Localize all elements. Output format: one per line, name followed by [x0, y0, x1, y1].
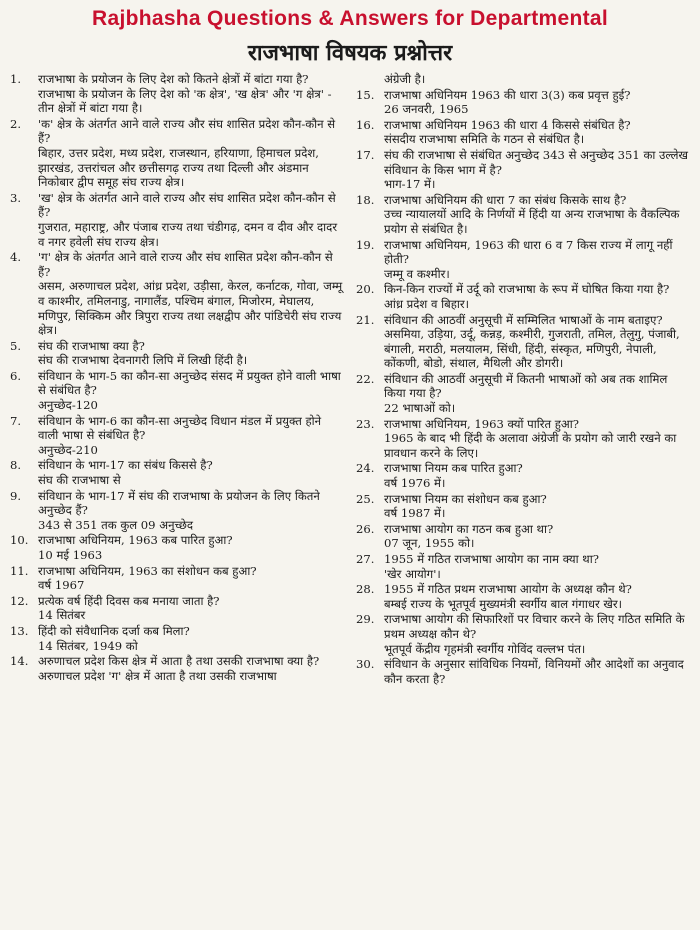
qa-item: [356, 193, 690, 237]
question-number: 13.: [10, 623, 29, 638]
answer-text: 22 भाषाओं को।: [384, 401, 456, 416]
qa-item: [10, 414, 344, 458]
answer-text: संघ की राजभाषा से: [38, 473, 121, 488]
question-text: राजभाषा अधिनियम, 1963 क्यों पारित हुआ?: [384, 416, 579, 431]
question-text: राजभाषा आयोग की सिफारिशों पर विचार करने के लिए गठित समिति के प्रथम अध्यक्ष कौन थे?: [384, 612, 685, 641]
qa-item: [356, 461, 690, 490]
question-number: 4.: [10, 250, 22, 265]
question-number: 28.: [356, 582, 375, 597]
qa-item: [10, 369, 344, 413]
right-column: [356, 72, 690, 687]
question-text: संविधान के भाग-17 में संघ की राजभाषा के प्रयोजन के लिए कितने अनुच्छेद हैं?: [38, 488, 320, 518]
answer-text: बिहार, उत्तर प्रदेश, मध्य प्रदेश, राजस्थान, हरियाणा, हिमाचल प्रदेश, झारखंड, उत्तरांचल और छत्तीसगढ़ राज्य तथा दिल्ली और अंडमान निकोबार द्वीप समूह संघ राज्य क्षेत्र।: [38, 145, 319, 190]
answer-text: अनुच्छेद-210: [38, 442, 98, 457]
answer-text: 26 जनवरी, 1965: [384, 102, 469, 117]
qa-item: [10, 117, 344, 190]
qa-item: [10, 594, 344, 623]
question-text: 1955 में गठित राजभाषा आयोग का नाम क्या था?: [384, 552, 599, 566]
qa-body: [384, 372, 690, 416]
qa-item: [356, 612, 690, 656]
qa-body: [38, 414, 344, 458]
question-number: 22.: [356, 371, 375, 386]
continued-answer: अंग्रेजी है।: [384, 72, 426, 86]
qa-item: [356, 238, 690, 282]
question-number: 12.: [10, 593, 29, 608]
question-number: 26.: [356, 521, 375, 536]
question-text: राजभाषा अधिनियम, 1963 की धारा 6 व 7 किस राज्य में लागू नहीं होती?: [384, 237, 673, 267]
qa-item: [10, 72, 344, 116]
qa-item: [10, 250, 344, 338]
question-text: संघ की राजभाषा से संबंधित अनुच्छेद 343 से अनुच्छेद 351 का उल्लेख संविधान के किस भाग में है?: [384, 147, 688, 177]
question-number: 14.: [10, 654, 29, 669]
question-text: अरुणाचल प्रदेश किस क्षेत्र में आता है तथा उसकी राजभाषा क्या है?: [38, 654, 320, 669]
question-number: 9.: [10, 488, 22, 503]
question-number: 23.: [356, 416, 375, 431]
question-text: संविधान के भाग-6 का कौन-सा अनुच्छेद विधान मंडल में प्रयुक्त होने वाली भाषा से संबंधित है?: [38, 413, 322, 443]
question-text: राजभाषा अधिनियम, 1963 का संशोधन कब हुआ?: [38, 563, 257, 578]
qa-item: [10, 339, 344, 368]
answer-text: भूतपूर्व केंद्रीय गृहमंत्री स्वर्गीय गोविंद वल्लभ पंत।: [384, 641, 586, 656]
qa-body: [384, 612, 690, 656]
qa-body: [384, 238, 690, 282]
question-number: 8.: [10, 458, 22, 473]
answer-text: राजभाषा के प्रयोजन के लिए देश को 'क क्षेत्र', 'ख क्षेत्र' और 'ग क्षेत्र' - तीन क्षेत्रों में बांटा गया है।: [38, 86, 332, 116]
question-text: 1955 में गठित प्रथम राजभाषा आयोग के अध्यक्ष कौन थे?: [384, 582, 632, 597]
question-text: राजभाषा अधिनियम की धारा 7 का संबंध किसके साथ है?: [384, 192, 627, 207]
qa-item: [10, 191, 344, 249]
answer-text: 14 सितंबर, 1949 को: [38, 638, 138, 653]
qa-body: [38, 654, 344, 683]
answer-text: जम्मू व कश्मीर।: [384, 266, 450, 281]
question-text: राजभाषा अधिनियम 1963 की धारा 4 किससे संबंधित है?: [384, 117, 631, 132]
qa-item: [356, 118, 690, 147]
answer-text: अरुणाचल प्रदेश 'ग' क्षेत्र में आता है तथा उसकी राजभाषा: [38, 668, 277, 683]
answer-text: 14 सितंबर: [38, 608, 86, 623]
qa-item: [356, 657, 690, 686]
banner-heading: Rajbhasha Questions & Answers for Departmental: [92, 7, 608, 30]
answer-text: भाग-17 में।: [384, 177, 436, 192]
answer-text: 'खेर आयोग'।: [384, 566, 441, 581]
question-number: 24.: [356, 461, 375, 476]
qa-body: [384, 492, 690, 521]
qa-item: [10, 533, 344, 562]
answer-text: बम्बई राज्य के भूतपूर्व मुख्यमंत्री स्वर्गीय बाल गंगाधर खेर।: [384, 596, 622, 611]
qa-body: [384, 148, 690, 192]
question-text: संविधान की आठवीं अनुसूची में कितनी भाषाओं को अब तक शामिल किया गया है?: [384, 371, 668, 401]
answer-text: वर्ष 1987 में।: [384, 506, 446, 521]
question-number: 20.: [356, 282, 375, 297]
question-number: 16.: [356, 117, 375, 132]
qa-item: [356, 492, 690, 521]
qa-body: [38, 72, 344, 116]
qa-item: [10, 564, 344, 593]
qa-body: [384, 118, 690, 147]
question-text: 'ग' क्षेत्र के अंतर्गत आने वाले राज्य और संघ शासित प्रदेश कौन-कौन से हैं?: [38, 250, 333, 279]
question-number: 6.: [10, 368, 22, 383]
answer-text: 07 जून, 1955 को।: [384, 536, 475, 551]
question-text: राजभाषा नियम का संशोधन कब हुआ?: [384, 491, 547, 506]
question-text: राजभाषा नियम कब पारित हुआ?: [384, 461, 523, 476]
question-text: प्रत्येक वर्ष हिंदी दिवस कब मनाया जाता है?: [38, 593, 220, 608]
question-number: 11.: [10, 563, 29, 578]
qa-body: [38, 489, 344, 533]
question-text: हिंदी को संवैधानिक दर्जा कब मिला?: [38, 623, 190, 638]
qa-body: [38, 564, 344, 593]
qa-item: [356, 417, 690, 461]
answer-text: असम, अरुणाचल प्रदेश, आंध्र प्रदेश, उड़ीसा, केरल, कर्नाटक, गोवा, जम्मू व काश्मीर, तमिलनाडु, नागालैंड, पश्चिम बंगाल, मिजोरम, मेघालय, मणिपुर, सिक्किम और त्रिपुरा राज्य तथा लक्षद्वीप और पांडिचेरी संघ राज्य क्षेत्र।: [38, 279, 343, 338]
question-number: 21.: [356, 312, 375, 327]
qa-item: [10, 624, 344, 653]
question-text: राजभाषा अधिनियम 1963 की धारा 3(3) कब प्रवृत्त हुई?: [384, 87, 631, 102]
question-number: 5.: [10, 338, 22, 353]
qa-body: [384, 417, 690, 461]
question-text: संघ की राजभाषा क्या है?: [38, 338, 145, 353]
qa-body: [38, 624, 344, 653]
qa-body: [38, 250, 344, 338]
qa-body: [384, 461, 690, 490]
qa-body: [38, 458, 344, 487]
question-number: 25.: [356, 491, 375, 506]
qa-body: [384, 522, 690, 551]
qa-columns: [10, 72, 690, 687]
question-text: संविधान के भाग-17 का संबंध किससे है?: [38, 458, 213, 473]
question-number: 17.: [356, 147, 375, 162]
question-number: 15.: [356, 87, 375, 102]
qa-item: [356, 88, 690, 117]
qa-body: [384, 552, 690, 581]
answer-text: वर्ष 1976 में।: [384, 476, 446, 491]
question-text: 'ख' क्षेत्र के अंतर्गत आने वाले राज्य और संघ शासित प्रदेश कौन-कौन से हैं?: [38, 190, 336, 220]
answer-text: उच्च न्यायालयों आदि के निर्णयों में हिंदी या अन्य राजभाषा के वैकल्पिक प्रयोग से संबंधित है।: [384, 207, 680, 236]
answer-text: संसदीय राजभाषा समिति के गठन से संबंधित है।: [384, 132, 585, 147]
question-number: 29.: [356, 612, 375, 627]
answer-text: 1965 के बाद भी हिंदी के अलावा अंग्रेजी के प्रयोग को जारी रखने का प्रावधान करने के लिए।: [384, 431, 677, 460]
qa-body: [38, 117, 344, 190]
qa-body: [384, 657, 690, 686]
qa-item: [356, 552, 690, 581]
question-number: 2.: [10, 116, 22, 131]
question-text: राजभाषा के प्रयोजन के लिए देश को कितने क्षेत्रों में बांटा गया है?: [38, 72, 309, 86]
question-number: 7.: [10, 413, 22, 428]
qa-body: [38, 339, 344, 368]
question-number: 30.: [356, 657, 375, 672]
qa-body: [384, 88, 690, 117]
question-number: 3.: [10, 190, 22, 205]
answer-text: 10 मई 1963: [38, 548, 103, 562]
page-title: राजभाषा विषयक प्रश्नोत्तर: [247, 40, 453, 66]
qa-item: [356, 313, 690, 371]
answer-text: असमिया, उड़िया, उर्दू, कन्नड़, कश्मीरी, गुजराती, तमिल, तेलुगु, पंजाबी, बंगाली, मराठी, मलयालम, सिंधी, हिंदी, संस्कृत, मणिपुरी, नेपाली, कोंकणी, बोडो, संथाल, मैथिली और डोगरी।: [384, 327, 680, 371]
qa-body: [38, 594, 344, 623]
answer-text: गुजरात, महाराष्ट्र, और पंजाब राज्य तथा चंडीगढ़, दमन व दीव और दादर व नगर हवेली संघ राज्य क्षेत्र।: [38, 219, 338, 249]
qa-item: [10, 458, 344, 487]
question-text: संविधान की आठवीं अनुसूची में सम्मिलित भाषाओं के नाम बताइए?: [384, 312, 663, 327]
qa-body: [38, 191, 344, 249]
question-number: 27.: [356, 552, 375, 566]
question-text: राजभाषा आयोग का गठन कब हुआ था?: [384, 521, 554, 536]
qa-item: [356, 582, 690, 611]
question-text: किन-किन राज्यों में उर्दू को राजभाषा के रूप में घोषित किया गया है?: [384, 282, 670, 297]
question-text: राजभाषा अधिनियम, 1963 कब पारित हुआ?: [38, 533, 233, 548]
qa-item: [10, 489, 344, 533]
question-number: 18.: [356, 192, 375, 207]
qa-item: [356, 148, 690, 192]
answer-text: वर्ष 1967: [38, 578, 85, 593]
qa-body: [384, 313, 690, 371]
left-column: [10, 72, 344, 687]
qa-item: [10, 654, 344, 683]
qa-body: [38, 533, 344, 562]
answer-text: अनुच्छेद-120: [38, 398, 98, 413]
question-number: 1.: [10, 72, 22, 86]
qa-body: [384, 193, 690, 237]
qa-body: [384, 582, 690, 611]
answer-text: संघ की राजभाषा देवनागरी लिपि में लिखी हिंदी है।: [38, 353, 248, 368]
answer-text: आंध्र प्रदेश व बिहार।: [384, 296, 470, 311]
question-text: 'क' क्षेत्र के अंतर्गत आने वाले राज्य और संघ शासित प्रदेश कौन-कौन से हैं?: [38, 116, 336, 146]
question-text: संविधान के अनुसार सांविधिक नियमों, विनियमों और आदेशों का अनुवाद कौन करता है?: [384, 657, 684, 686]
qa-body: [384, 282, 690, 311]
qa-item: [356, 522, 690, 551]
question-number: 10.: [10, 533, 29, 548]
qa-body: [38, 369, 344, 413]
answer-text: 343 से 351 तक कुल 09 अनुच्छेद: [38, 517, 194, 532]
question-number: 19.: [356, 237, 375, 252]
question-text: संविधान के भाग-5 का कौन-सा अनुच्छेद संसद में प्रयुक्त होने वाली भाषा से संबंधित है?: [38, 368, 341, 398]
qa-item: [356, 282, 690, 311]
qa-item: [356, 372, 690, 416]
